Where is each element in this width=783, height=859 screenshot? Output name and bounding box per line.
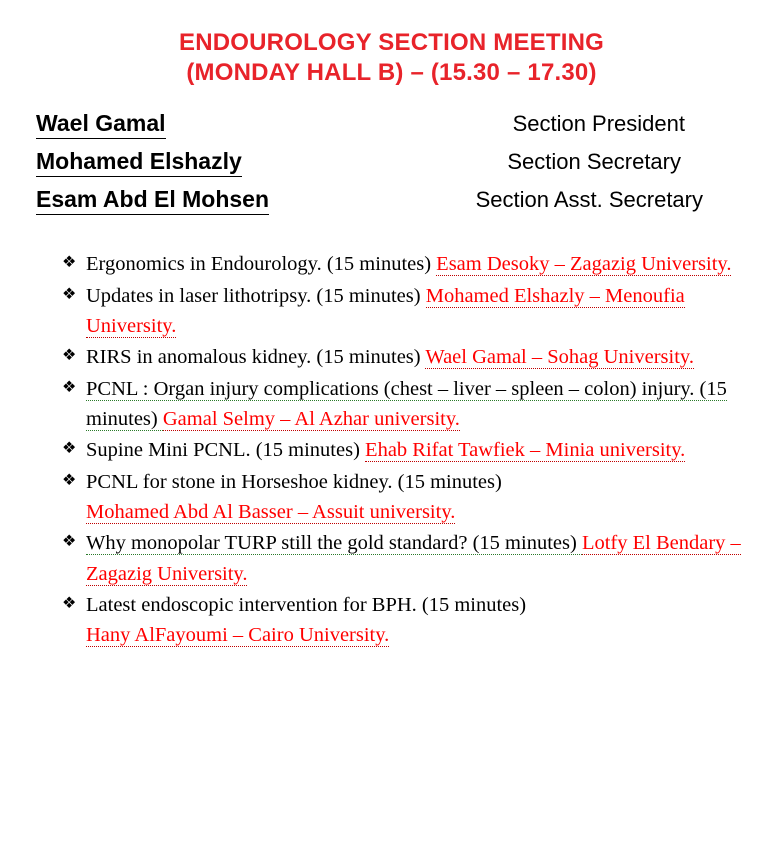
officer-name: Wael Gamal bbox=[36, 110, 166, 139]
agenda-text bbox=[86, 249, 743, 279]
officers-list bbox=[0, 110, 783, 215]
document-page bbox=[0, 28, 783, 859]
diamond-bullet-icon: ❖ bbox=[62, 471, 77, 489]
officer-row bbox=[36, 186, 755, 215]
list-item bbox=[62, 590, 743, 651]
officer-name: Mohamed Elshazly bbox=[36, 148, 242, 177]
agenda-text bbox=[86, 590, 743, 651]
list-item bbox=[62, 374, 743, 435]
diamond-bullet-icon: ❖ bbox=[62, 440, 77, 458]
page-title bbox=[0, 28, 783, 88]
agenda-topic: PCNL : Organ injury complications (chest – liver – spleen – colon) injury. (15 minutes) bbox=[86, 377, 727, 431]
officer-role: Section Asst. Secretary bbox=[475, 187, 703, 213]
title-line-2: (MONDAY HALL B) – (15.30 – 17.30) bbox=[186, 59, 597, 87]
agenda-speaker: Hany AlFayoumi – Cairo University. bbox=[86, 624, 390, 647]
diamond-bullet-icon: ❖ bbox=[62, 378, 77, 396]
agenda-topic: PCNL for stone in Horseshoe kidney. (15 minutes) bbox=[86, 470, 502, 493]
officer-name: Esam Abd El Mohsen bbox=[36, 186, 269, 215]
agenda-speaker: Gamal Selmy – Al Azhar university. bbox=[162, 408, 460, 431]
diamond-bullet-icon: ❖ bbox=[62, 254, 77, 272]
title-line-1: ENDOUROLOGY SECTION MEETING bbox=[179, 29, 604, 56]
agenda-topic: RIRS in anomalous kidney. (15 minutes) bbox=[86, 346, 426, 369]
agenda-topic: Ergonomics in Endourology. (15 minutes) bbox=[86, 253, 437, 276]
list-item bbox=[62, 342, 743, 372]
agenda-speaker: Ehab Rifat Tawfiek – Minia university. bbox=[365, 439, 686, 462]
agenda-text bbox=[86, 281, 743, 342]
agenda-speaker: Esam Desoky – Zagazig University. bbox=[436, 253, 732, 276]
agenda-topic: Latest endoscopic intervention for BPH. (15 minutes) bbox=[86, 594, 527, 617]
agenda-topic: Why monopolar TURP still the gold standard? (15 minutes) bbox=[86, 532, 582, 555]
agenda-speaker: Mohamed Elshazly – Menoufia University. bbox=[86, 284, 685, 338]
officer-row bbox=[36, 148, 755, 177]
agenda-topic: Supine Mini PCNL. (15 minutes) bbox=[86, 439, 366, 462]
diamond-bullet-icon: ❖ bbox=[62, 533, 77, 551]
agenda-speaker: Lotfy El Bendary – Zagazig University. bbox=[86, 532, 741, 585]
agenda-speaker: Wael Gamal – Sohag University. bbox=[425, 346, 694, 369]
diamond-bullet-icon: ❖ bbox=[62, 595, 77, 613]
agenda-speaker: Mohamed Abd Al Basser – Assuit university. bbox=[86, 501, 456, 524]
officer-role: Section Secretary bbox=[507, 149, 681, 175]
diamond-bullet-icon: ❖ bbox=[62, 285, 77, 303]
agenda-text bbox=[86, 528, 743, 589]
agenda-text bbox=[86, 342, 743, 372]
officer-row bbox=[36, 110, 755, 139]
agenda-text bbox=[86, 467, 743, 528]
diamond-bullet-icon: ❖ bbox=[62, 347, 77, 365]
list-item bbox=[62, 435, 743, 465]
agenda-text bbox=[86, 435, 743, 465]
list-item bbox=[62, 281, 743, 342]
officer-role: Section President bbox=[512, 111, 685, 137]
list-item bbox=[62, 467, 743, 528]
list-item bbox=[62, 249, 743, 279]
agenda-text bbox=[86, 374, 743, 435]
agenda-list bbox=[0, 249, 783, 650]
list-item bbox=[62, 528, 743, 589]
agenda-topic: Updates in laser lithotripsy. (15 minutes) bbox=[86, 284, 426, 307]
